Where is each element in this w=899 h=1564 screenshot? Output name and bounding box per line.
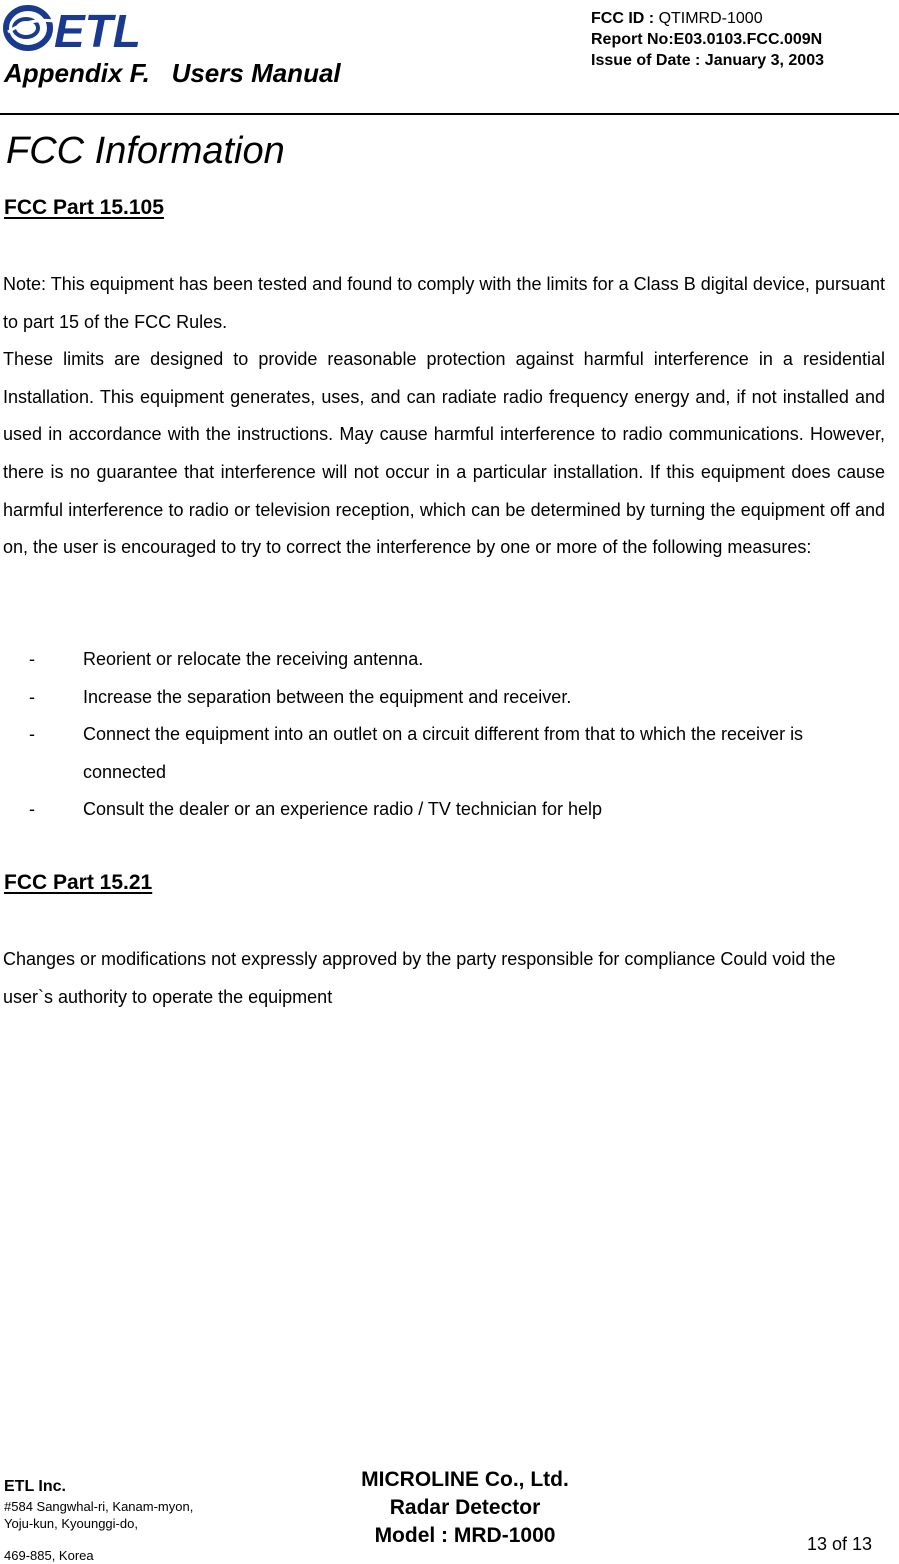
etl-logo [2, 2, 172, 52]
section-heading-15-21: FCC Part 15.21 [4, 871, 153, 894]
section-15-105-text [3, 266, 885, 567]
bullet-dash: - [29, 799, 35, 820]
model-number: Model : MRD-1000 [374, 1524, 556, 1547]
svg-text:ETL: ETL [54, 5, 141, 52]
product-name: Radar Detector [389, 1496, 541, 1519]
section-15-21-text: Changes or modifications not expressly approved by the party responsible for compliance Could void the user`s authority to operate the equipment [3, 949, 836, 1007]
page-title: FCC Information [6, 130, 285, 172]
report-number: Report No:E03.0103.FCC.009N [591, 31, 823, 48]
list-item: - Reorient or relocate the receiving antenna. [0, 641, 843, 679]
appendix-title: Appendix F. Users Manual [4, 58, 341, 88]
client-block [330, 1466, 600, 1550]
address-line: #584 Sangwhal-ri, Kanam-myon, [4, 1499, 194, 1514]
note-paragraph: Note: This equipment has been tested and found to comply with the limits for a Class B digital device, pursuant to part 15 of the FCC Rules. [3, 274, 885, 332]
lab-name: ETL Inc. [4, 1478, 66, 1495]
issue-date: Issue of Date : January 3, 2003 [591, 52, 824, 69]
fcc-id-value: QTIMRD-1000 [658, 10, 763, 27]
list-item: - Increase the separation between the equipment and receiver. [0, 679, 843, 717]
report-meta [591, 8, 824, 71]
section-heading-15-105: FCC Part 15.105 [4, 196, 164, 219]
header-divider [0, 113, 899, 115]
list-item: - Connect the equipment into an outlet on a circuit different from that to which the receiver is connected [0, 716, 843, 791]
bullet-dash: - [29, 724, 35, 745]
fcc-id-label: FCC ID : [591, 10, 655, 27]
measures-list [0, 641, 843, 829]
address-line: 469-885, Korea [4, 1548, 94, 1563]
limits-paragraph: These limits are designed to provide reasonable protection against harmful interference in a residential Installation. This equipment generates, uses, and can radiate radio frequency energy and, if not installed and used in accordance with the instructions. May cause harmful interference to radio communications. However, there is no guarantee that interference will not occur in a particular installation. If this equipment does cause harmful interference to radio or television reception, which can be determined by turning the equipment off and on, the user is encouraged to try to correct the interference by one or more of the following measures: [3, 349, 885, 558]
address-line: Yoju-kun, Kyounggi-do, [4, 1516, 138, 1531]
list-item: - Consult the dealer or an experience radio / TV technician for help [0, 791, 843, 829]
bullet-dash: - [29, 686, 35, 707]
lab-address [4, 1498, 193, 1564]
client-name: MICROLINE Co., Ltd. [361, 1468, 569, 1491]
page-number: 13 of 13 [806, 1534, 872, 1554]
bullet-dash: - [29, 649, 35, 669]
